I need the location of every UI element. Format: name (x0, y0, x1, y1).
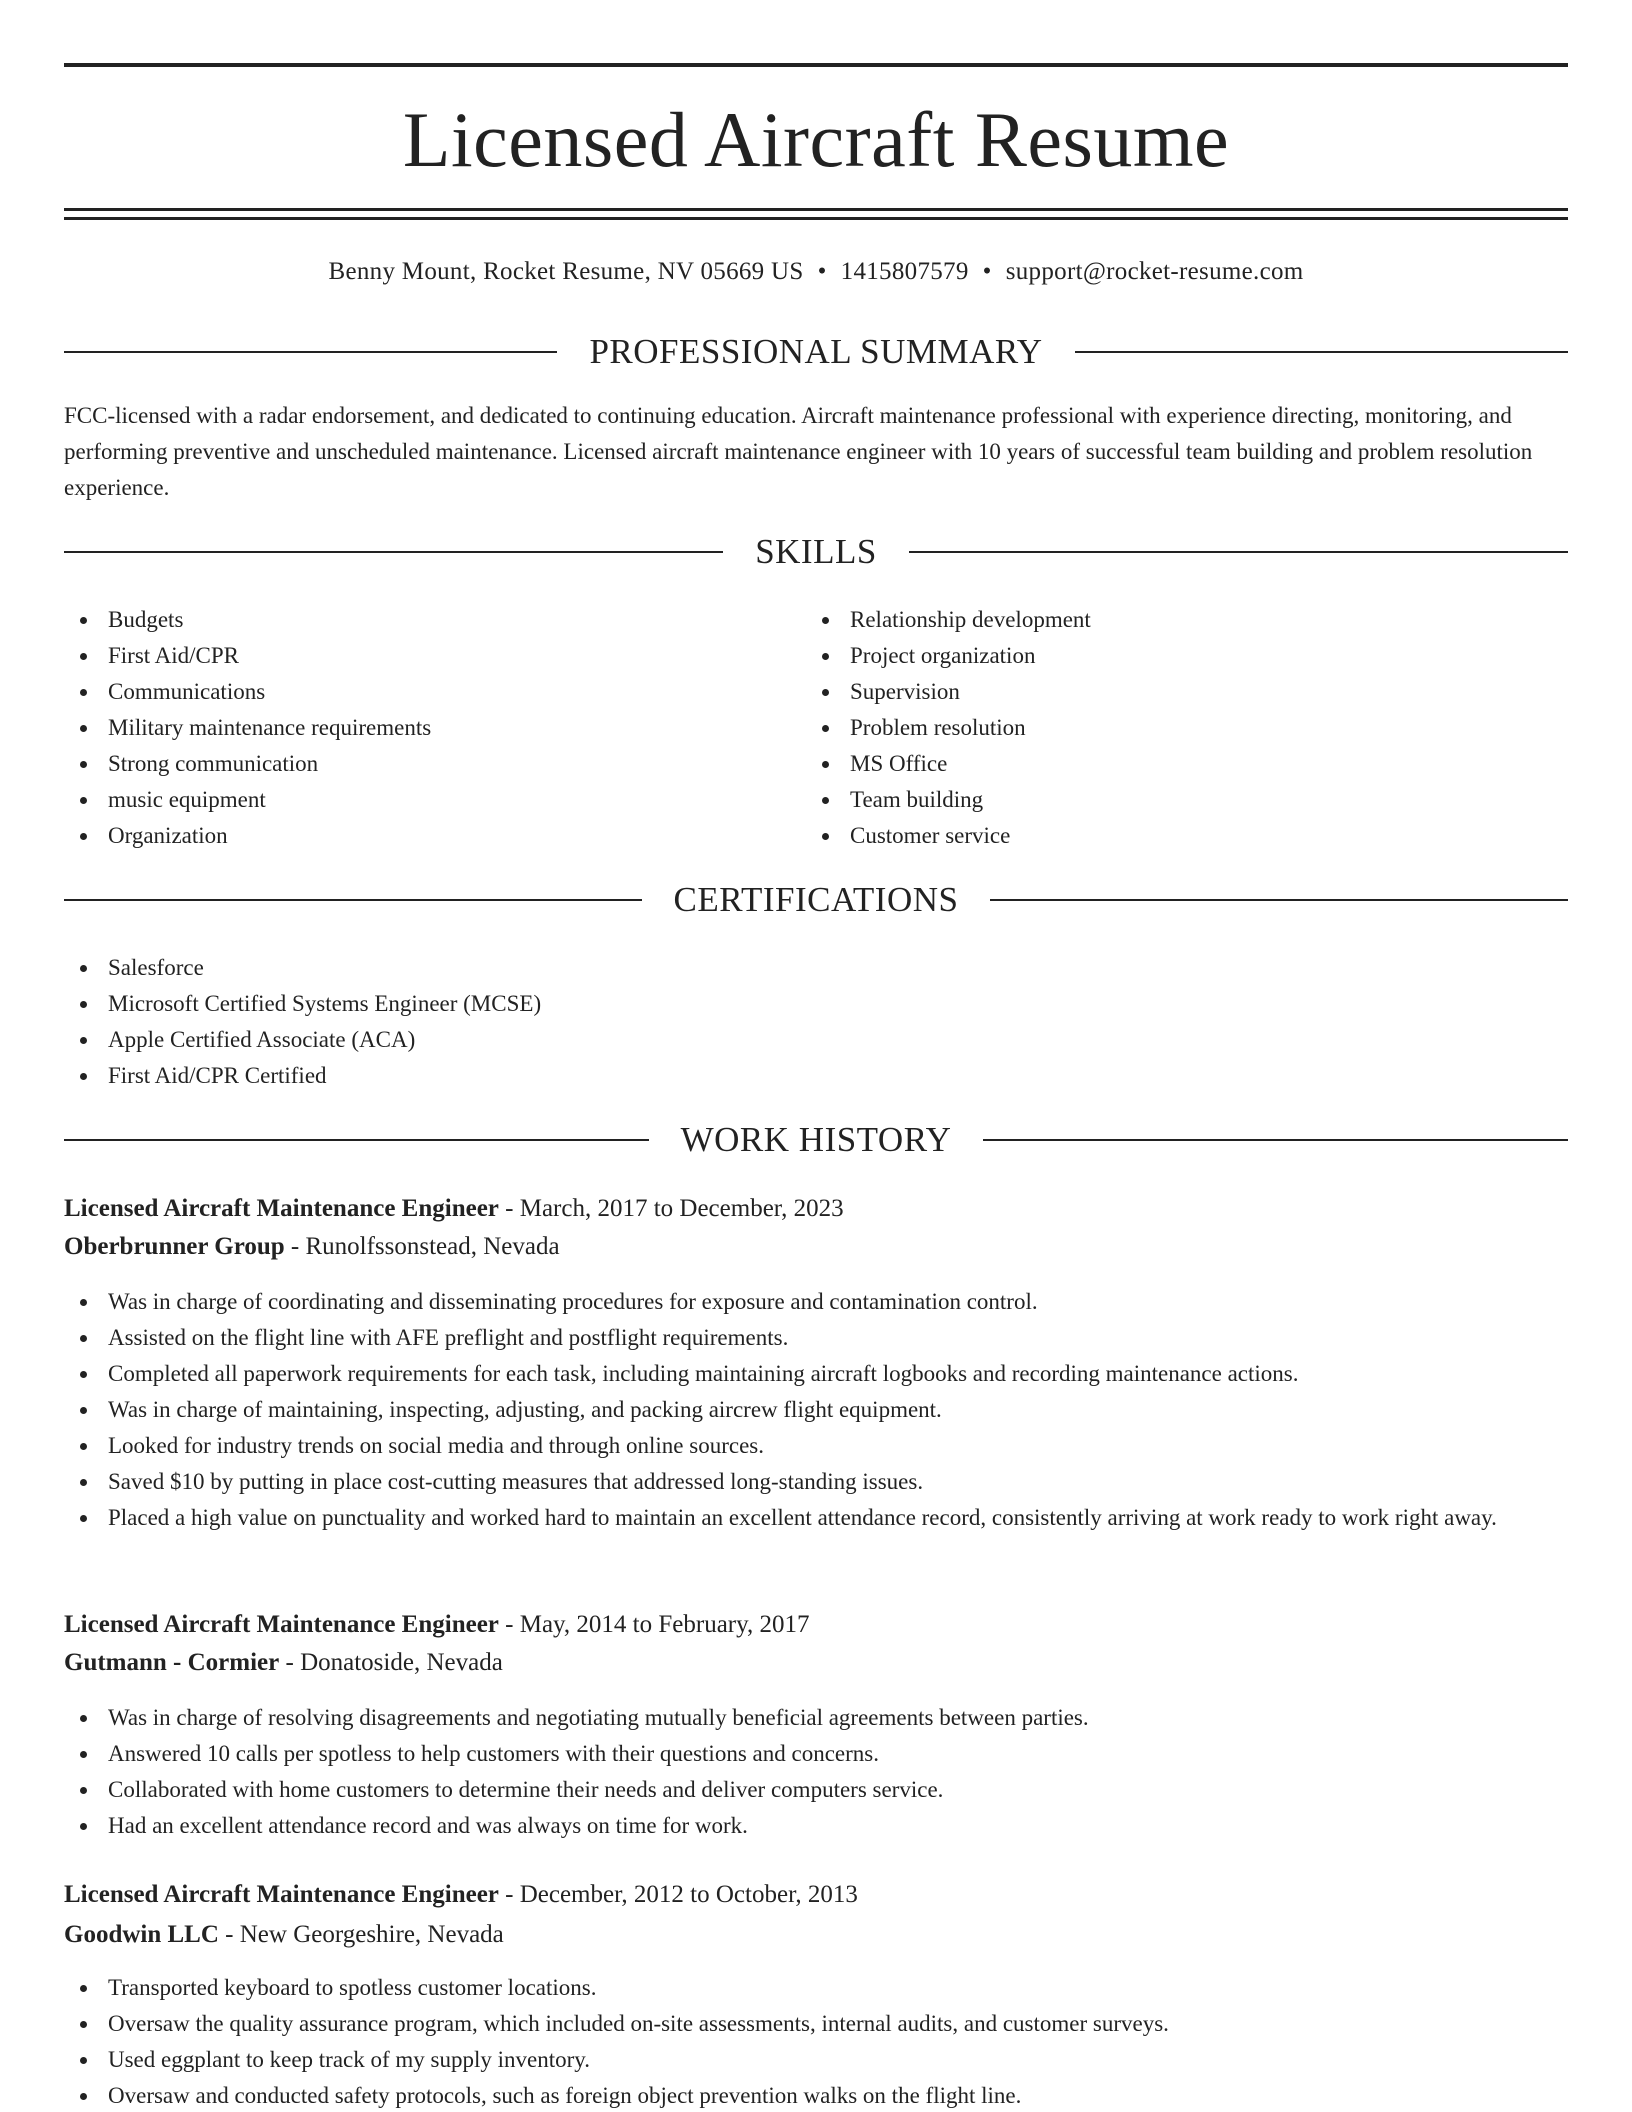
job-location: - Donatoside, Nevada (279, 1649, 503, 1676)
skill-item: Customer service (806, 818, 1566, 854)
skills-heading (64, 532, 1568, 572)
job-bullet: Was in charge of resolving disagreements and negotiating mutually beneficial agreements between parties. (64, 1700, 1568, 1736)
skills-list-right (806, 602, 1566, 854)
job-title-line (64, 1607, 1568, 1643)
job-bullet: Oversaw the quality assurance program, which included on-site assessments, internal audits, and customer surveys. (64, 2006, 1568, 2042)
contact-email: support@rocket-resume.com (1005, 258, 1304, 285)
skill-item: Strong communication (64, 746, 804, 782)
job-bullets (64, 1700, 1568, 1844)
skill-item: Problem resolution (806, 710, 1566, 746)
divider-line (990, 899, 1568, 901)
skill-item: music equipment (64, 782, 804, 818)
job-title: Licensed Aircraft Maintenance Engineer (64, 1611, 499, 1638)
divider-line (64, 899, 642, 901)
summary-text: FCC-licensed with a radar endorsement, and dedicated to continuing education. Aircraft maintenance professional with experience directing, monitoring, and performing preventive and unscheduled maintenance. Licensed aircraft maintenance engineer with 10 years of successful team building and problem resolution experience. (64, 403, 1533, 500)
skill-item: Communications (64, 674, 804, 710)
certification-item: First Aid/CPR Certified (64, 1058, 1568, 1094)
job-company-line (64, 1645, 1568, 1681)
job-company-line (64, 1229, 1568, 1265)
job-title: Licensed Aircraft Maintenance Engineer (64, 1195, 499, 1222)
contact-separator: • (817, 258, 827, 285)
job-dates: - December, 2012 to October, 2013 (498, 1881, 858, 1908)
job-bullets (64, 1284, 1568, 1536)
job-title-line (64, 1877, 1568, 1913)
job-bullet: Had an excellent attendance record and was always on time for work. (64, 1808, 1568, 1844)
skill-item: Budgets (64, 602, 804, 638)
job-bullet: Assisted on the flight line with AFE preflight and postflight requirements. (64, 1320, 1568, 1356)
job-bullet: Saved $10 by putting in place cost-cutting measures that addressed long-standing issues. (64, 1464, 1568, 1500)
skill-item: MS Office (806, 746, 1566, 782)
certifications-heading (64, 880, 1568, 920)
job-company: Oberbrunner Group (64, 1233, 285, 1260)
job-dates: - March, 2017 to December, 2023 (498, 1195, 844, 1222)
summary-heading (64, 332, 1568, 372)
job-company-line (64, 1917, 1568, 1953)
divider-line (64, 1139, 649, 1141)
divider-line (1075, 351, 1568, 353)
contact-separator: • (982, 258, 992, 285)
divider-line (64, 551, 723, 553)
top-rule (64, 63, 1568, 67)
certification-item: Salesforce (64, 950, 1568, 986)
skill-item: Team building (806, 782, 1566, 818)
job-bullet: Answered 10 calls per spotless to help customers with their questions and concerns. (64, 1736, 1568, 1772)
certification-item: Microsoft Certified Systems Engineer (MCSE) (64, 986, 1568, 1022)
job-title-line (64, 1191, 1568, 1227)
job-bullet: Transported keyboard to spotless customer locations. (64, 1970, 1568, 2006)
job-bullet: Completed all paperwork requirements for each task, including maintaining aircraft logbooks and recording maintenance actions. (64, 1356, 1568, 1392)
job-bullet: Collaborated with home customers to determine their needs and deliver computers service. (64, 1772, 1568, 1808)
skill-item: Organization (64, 818, 804, 854)
skill-item: Military maintenance requirements (64, 710, 804, 746)
job-company: Gutmann - Cormier (64, 1649, 280, 1676)
section-title: WORK HISTORY (680, 1120, 952, 1159)
resume-title: Licensed Aircraft Resume (402, 96, 1230, 183)
contact-line (64, 256, 1568, 288)
skill-item: First Aid/CPR (64, 638, 804, 674)
job-bullet: Looked for industry trends on social media and through online sources. (64, 1428, 1568, 1464)
certifications-list (64, 950, 1568, 1094)
divider-line (983, 1139, 1568, 1141)
job-bullet: Used eggplant to keep track of my supply inventory. (64, 2042, 1568, 2078)
skill-item: Supervision (806, 674, 1566, 710)
title-double-rule (64, 208, 1568, 220)
skill-item: Relationship development (806, 602, 1566, 638)
job-bullet: Was in charge of maintaining, inspecting, adjusting, and packing aircrew flight equipment. (64, 1392, 1568, 1428)
divider-line (64, 351, 557, 353)
job-bullet: Was in charge of coordinating and disseminating procedures for exposure and contamination control. (64, 1284, 1568, 1320)
job-bullets (64, 1970, 1568, 2112)
section-title: PROFESSIONAL SUMMARY (589, 332, 1043, 371)
skills-list-left (64, 602, 804, 854)
job-title: Licensed Aircraft Maintenance Engineer (64, 1881, 499, 1908)
job-bullet: Placed a high value on punctuality and worked hard to maintain an excellent attendance record, consistently arriving at work ready to work right away. (64, 1500, 1568, 1536)
contact-address: Benny Mount, Rocket Resume, NV 05669 US (328, 258, 804, 285)
section-title: SKILLS (755, 532, 877, 571)
section-title: CERTIFICATIONS (673, 880, 959, 919)
job-location: - Runolfssonstead, Nevada (284, 1233, 560, 1260)
divider-line (909, 551, 1568, 553)
job-bullet: Oversaw and conducted safety protocols, such as foreign object prevention walks on the flight line. (64, 2078, 1568, 2112)
job-company: Goodwin LLC (64, 1921, 219, 1948)
work-heading (64, 1120, 1568, 1160)
job-location: - New Georgeshire, Nevada (218, 1921, 504, 1948)
contact-phone: 1415807579 (840, 258, 969, 285)
job-dates: - May, 2014 to February, 2017 (498, 1611, 810, 1638)
skill-item: Project organization (806, 638, 1566, 674)
certification-item: Apple Certified Associate (ACA) (64, 1022, 1568, 1058)
